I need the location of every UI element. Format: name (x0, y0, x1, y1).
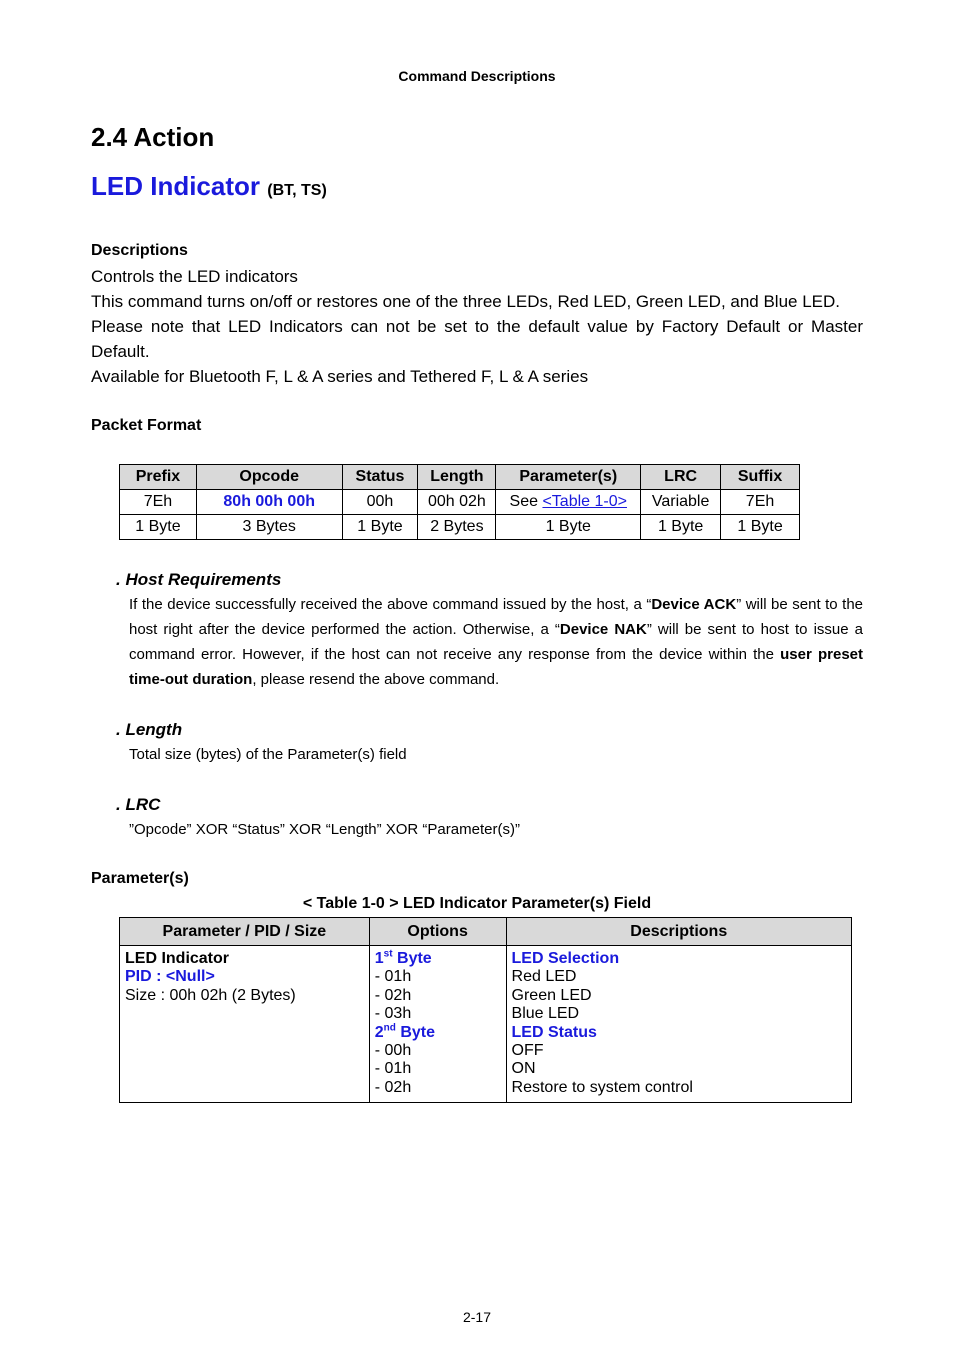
options-cell (369, 946, 506, 1103)
bold-term: user preset time-out duration (129, 646, 863, 688)
byte-label (375, 1024, 501, 1042)
page-number: 2-17 (462, 1309, 492, 1325)
description-value: Restore to system control (511, 1078, 693, 1096)
header-cell: Opcode (196, 465, 342, 490)
size-value: Size : 00h 02h (2 Bytes) (125, 986, 296, 1004)
parameter-cell (120, 946, 370, 1103)
descriptions-label: Descriptions (91, 242, 188, 259)
table-cell: 1 Byte (721, 515, 800, 540)
table-cell: 00h (342, 490, 418, 515)
option-value: - 01h (374, 968, 412, 986)
byte-label (375, 950, 501, 968)
parameter-name: LED Indicator (125, 950, 230, 967)
table-cell: Variable (641, 490, 721, 515)
descriptions-body (91, 264, 863, 389)
description-value: OFF (511, 1042, 544, 1060)
table-cell (496, 490, 641, 515)
ordinal-suffix: nd (383, 1022, 396, 1034)
command-scope: (BT, TS) (267, 182, 327, 199)
description-line: Controls the LED indicators (91, 267, 298, 286)
bold-term: Device ACK (651, 596, 737, 613)
table-row (120, 490, 800, 515)
packet-format-label: Packet Format (91, 417, 202, 434)
header-cell: Options (369, 918, 506, 946)
table-cell: 7Eh (721, 490, 800, 515)
header-cell: Suffix (721, 465, 800, 490)
header-cell: Status (342, 465, 418, 490)
table-cell: 1 Byte (120, 515, 197, 540)
ordinal-suffix: st (383, 948, 393, 960)
header-cell: LRC (641, 465, 721, 490)
packet-format-table (119, 464, 800, 540)
pid-value: PID : <Null> (125, 968, 215, 986)
host-requirements-body (129, 592, 863, 692)
table-cell: 00h 02h (418, 490, 496, 515)
table-row (120, 946, 852, 1103)
table-cell: 7Eh (120, 490, 197, 515)
option-value: - 03h (374, 1005, 412, 1023)
header-cell: Prefix (120, 465, 197, 490)
header-cell: Parameter / PID / Size (120, 918, 370, 946)
byte-word: Byte (395, 1023, 435, 1041)
option-value: - 01h (374, 1060, 412, 1078)
byte-number: 1 (374, 950, 384, 967)
byte-number: 2 (374, 1023, 384, 1041)
lrc-body: ”Opcode” XOR “Status” XOR “Length” XOR “Parameter(s)” (129, 821, 520, 838)
command-title (91, 171, 327, 202)
parameters-label: Parameter(s) (91, 870, 189, 887)
section-title: 2.4 Action (91, 122, 215, 152)
table-cell: 2 Bytes (418, 515, 496, 540)
description-line: Please note that LED Indicators can not be set to the default value by Factory Default or Master Default. (91, 317, 863, 361)
option-value: - 00h (374, 1042, 412, 1060)
parameters-table (119, 917, 852, 1103)
description-value: ON (511, 1060, 536, 1078)
description-line: Available for Bluetooth F, L & A series and Tethered F, L & A series (91, 367, 589, 386)
table-cell: 3 Bytes (196, 515, 342, 540)
byte-word: Byte (392, 950, 432, 967)
descriptions-cell (506, 946, 851, 1103)
option-value: - 02h (374, 1078, 412, 1096)
text-run: , please resend the above command. (252, 671, 500, 688)
description-group-title: LED Selection (511, 950, 620, 967)
opcode-cell: 80h 00h 00h (196, 490, 342, 515)
table-header-row (120, 918, 852, 946)
header-cell: Parameter(s) (496, 465, 641, 490)
description-line: This command turns on/off or restores one of the three LEDs, Red LED, Green LED, and Blue LED. (91, 292, 841, 311)
table-row (120, 515, 800, 540)
text-run: ” will be sent to host to issue a command error. However, if the host can not receive any response from the device within the (129, 621, 863, 663)
table-header-row (120, 465, 800, 490)
host-requirements-heading: . Host Requirements (116, 570, 282, 589)
bold-term: Device NAK (559, 621, 647, 638)
table-cell: 1 Byte (496, 515, 641, 540)
see-text: See (509, 493, 543, 510)
table-reference-link[interactable]: <Table 1-0> (542, 493, 627, 510)
description-value: Blue LED (511, 1005, 580, 1023)
length-heading: . Length (116, 720, 183, 739)
description-value: Green LED (511, 986, 592, 1004)
table-cell: 1 Byte (641, 515, 721, 540)
header-cell: Length (418, 465, 496, 490)
running-header: Command Descriptions (398, 68, 556, 84)
header-cell: Descriptions (506, 918, 851, 946)
option-value: - 02h (374, 986, 412, 1004)
table-caption: < Table 1-0 > LED Indicator Parameter(s) Field (302, 895, 652, 912)
description-value: Red LED (511, 968, 577, 986)
text-run: If the device successfully received the above command issued by the host, a “ (129, 596, 652, 613)
command-name: LED Indicator (91, 171, 261, 201)
lrc-heading: . LRC (116, 795, 161, 814)
description-group-title: LED Status (511, 1023, 597, 1041)
table-cell: 1 Byte (342, 515, 418, 540)
text-run: ” will be sent to the host right after the device performed the action. Otherwise, a “ (129, 596, 864, 638)
length-body: Total size (bytes) of the Parameter(s) field (129, 746, 407, 763)
